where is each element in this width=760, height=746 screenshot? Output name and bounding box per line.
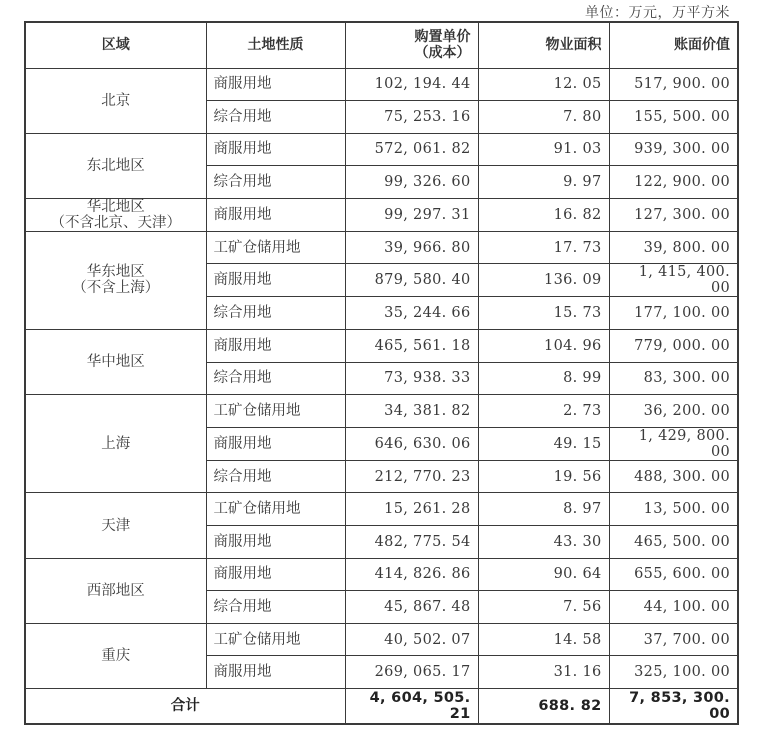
- land-type-cell: 综合用地: [206, 591, 345, 624]
- region-name-line: 华中地区: [86, 354, 145, 371]
- region-name-line: 西部地区: [86, 582, 145, 599]
- table-body: [25, 68, 738, 689]
- area-cell: 43. 30: [478, 526, 609, 559]
- land-type-cell: 商服用地: [206, 68, 345, 101]
- land-type-cell: 商服用地: [206, 198, 345, 231]
- land-type-cell: 商服用地: [206, 133, 345, 166]
- book-value-cell: 127, 300. 00: [609, 198, 738, 231]
- region-cell: [25, 198, 206, 231]
- region-name-line: （不含上海）: [72, 280, 160, 297]
- book-value-cell: 155, 500. 00: [609, 101, 738, 134]
- area-cell: 8. 99: [478, 362, 609, 395]
- book-value-cell: 655, 600. 00: [609, 558, 738, 591]
- price-cell: 40, 502. 07: [345, 623, 478, 656]
- book-value-cell: 44, 100. 00: [609, 591, 738, 624]
- book-value-cell: 83, 300. 00: [609, 362, 738, 395]
- area-cell: 91. 03: [478, 133, 609, 166]
- book-value-cell: 517, 900. 00: [609, 68, 738, 101]
- region-name-line: 重庆: [101, 647, 131, 664]
- region-name-line: 北京: [101, 92, 131, 109]
- price-cell: 414, 826. 86: [345, 558, 478, 591]
- region-name-line: 华北地区: [86, 198, 145, 215]
- price-cell: 879, 580. 40: [345, 264, 478, 297]
- table-row: [25, 558, 738, 591]
- total-area: 688. 82: [478, 689, 609, 725]
- area-cell: 104. 96: [478, 330, 609, 363]
- table-row: [25, 623, 738, 656]
- price-cell: 45, 867. 48: [345, 591, 478, 624]
- price-cell: 482, 775. 54: [345, 526, 478, 559]
- land-type-cell: 综合用地: [206, 166, 345, 199]
- table-row: [25, 198, 738, 231]
- book-value-cell: 122, 900. 00: [609, 166, 738, 199]
- land-type-cell: 商服用地: [206, 264, 345, 297]
- book-value-cell: 488, 300. 00: [609, 460, 738, 493]
- table-row: [25, 231, 738, 264]
- book-value-cell: 325, 100. 00: [609, 656, 738, 689]
- unit-note: 单位：万元，万平方米: [585, 5, 730, 21]
- region-name-line: （不含北京、天津）: [50, 214, 181, 231]
- land-type-cell: 综合用地: [206, 297, 345, 330]
- region-cell: [25, 623, 206, 688]
- land-type-cell: 工矿仓储用地: [206, 395, 345, 428]
- header-area: 物业面积: [478, 22, 609, 68]
- book-value-cell: 36, 200. 00: [609, 395, 738, 428]
- area-cell: 17. 73: [478, 231, 609, 264]
- land-type-cell: 综合用地: [206, 460, 345, 493]
- land-type-cell: 商服用地: [206, 330, 345, 363]
- table-row: [25, 68, 738, 101]
- header-price: [345, 22, 478, 68]
- book-value-cell: 37, 700. 00: [609, 623, 738, 656]
- total-price: 4, 604, 505. 21: [345, 689, 478, 725]
- area-cell: 7. 80: [478, 101, 609, 134]
- table-row: [25, 395, 738, 428]
- price-cell: 212, 770. 23: [345, 460, 478, 493]
- price-cell: 35, 244. 66: [345, 297, 478, 330]
- region-name-line: 东北地区: [86, 157, 145, 174]
- land-type-cell: 商服用地: [206, 656, 345, 689]
- total-label: 合计: [25, 689, 345, 725]
- book-value-cell: 939, 300. 00: [609, 133, 738, 166]
- table-row: [25, 133, 738, 166]
- area-cell: 19. 56: [478, 460, 609, 493]
- price-cell: 99, 297. 31: [345, 198, 478, 231]
- book-value-cell: 1, 415, 400. 00: [609, 264, 738, 297]
- book-value-cell: 779, 000. 00: [609, 330, 738, 363]
- header-book-value: 账面价值: [609, 22, 738, 68]
- land-holdings-table: [24, 21, 739, 725]
- price-cell: 646, 630. 06: [345, 427, 478, 460]
- area-cell: 14. 58: [478, 623, 609, 656]
- region-cell: [25, 558, 206, 623]
- book-value-cell: 13, 500. 00: [609, 493, 738, 526]
- book-value-cell: 1, 429, 800. 00: [609, 427, 738, 460]
- land-type-cell: 商服用地: [206, 526, 345, 559]
- land-type-cell: 工矿仓储用地: [206, 231, 345, 264]
- price-cell: 34, 381. 82: [345, 395, 478, 428]
- total-row: [25, 689, 738, 725]
- land-type-cell: 商服用地: [206, 427, 345, 460]
- region-name-line: 上海: [101, 435, 131, 452]
- header-price-line1: 购置单价: [414, 29, 471, 46]
- region-cell: [25, 493, 206, 558]
- book-value-cell: 177, 100. 00: [609, 297, 738, 330]
- region-cell: [25, 68, 206, 133]
- land-type-cell: 工矿仓储用地: [206, 493, 345, 526]
- table-header-row: [25, 22, 738, 68]
- price-cell: 73, 938. 33: [345, 362, 478, 395]
- region-name-line: 华东地区: [86, 264, 145, 281]
- price-cell: 15, 261. 28: [345, 493, 478, 526]
- area-cell: 90. 64: [478, 558, 609, 591]
- region-cell: [25, 133, 206, 198]
- price-cell: 102, 194. 44: [345, 68, 478, 101]
- area-cell: 12. 05: [478, 68, 609, 101]
- price-cell: 572, 061. 82: [345, 133, 478, 166]
- land-type-cell: 综合用地: [206, 101, 345, 134]
- price-cell: 465, 561. 18: [345, 330, 478, 363]
- price-cell: 75, 253. 16: [345, 101, 478, 134]
- book-value-cell: 39, 800. 00: [609, 231, 738, 264]
- table-row: [25, 330, 738, 363]
- area-cell: 8. 97: [478, 493, 609, 526]
- area-cell: 31. 16: [478, 656, 609, 689]
- area-cell: 136. 09: [478, 264, 609, 297]
- book-value-cell: 465, 500. 00: [609, 526, 738, 559]
- header-price-line2: （成本）: [414, 45, 471, 62]
- area-cell: 49. 15: [478, 427, 609, 460]
- area-cell: 9. 97: [478, 166, 609, 199]
- land-type-cell: 商服用地: [206, 558, 345, 591]
- table-row: [25, 493, 738, 526]
- region-cell: [25, 395, 206, 493]
- total-book-value: 7, 853, 300. 00: [609, 689, 738, 725]
- header-region: 区域: [25, 22, 206, 68]
- area-cell: 15. 73: [478, 297, 609, 330]
- region-cell: [25, 330, 206, 395]
- area-cell: 16. 82: [478, 198, 609, 231]
- area-cell: 2. 73: [478, 395, 609, 428]
- price-cell: 269, 065. 17: [345, 656, 478, 689]
- area-cell: 7. 56: [478, 591, 609, 624]
- land-type-cell: 工矿仓储用地: [206, 623, 345, 656]
- header-land-type: 土地性质: [206, 22, 345, 68]
- price-cell: 99, 326. 60: [345, 166, 478, 199]
- price-cell: 39, 966. 80: [345, 231, 478, 264]
- region-cell: [25, 231, 206, 329]
- land-type-cell: 综合用地: [206, 362, 345, 395]
- region-name-line: 天津: [101, 517, 131, 534]
